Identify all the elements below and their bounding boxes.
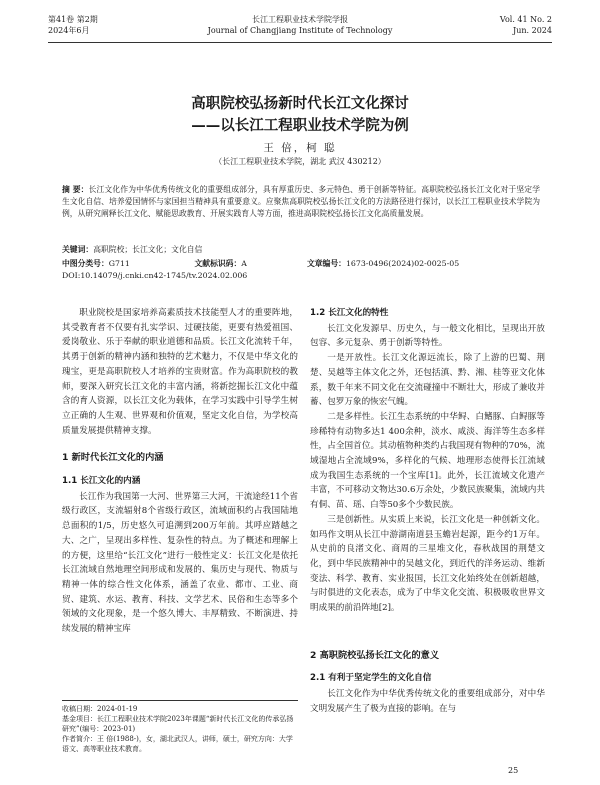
article-subtitle: ——以长江工程职业技术学院为例: [191, 118, 409, 134]
doi: DOI:10.14079/j.cnki.cn42-1745/tv.2024.02.006: [62, 271, 248, 280]
keywords: [62, 244, 540, 255]
keywords-text: 高职院校；长江文化；文化自信: [93, 245, 203, 254]
article-no-label: 文章编号：: [306, 259, 346, 268]
section-1-heading: 1 新时代长江文化的内涵: [62, 452, 164, 464]
article-authors: 王 倍，柯 聪: [263, 142, 337, 154]
left-column: [62, 306, 298, 637]
subsection-1-1-heading: 1.1 长江文化的内涵: [62, 476, 141, 487]
received-date: 收稿日期：2024-01-19: [62, 705, 138, 713]
section-2-heading: 2 高职院校弘扬长江文化的意义: [310, 649, 440, 661]
diversity-paragraph: 二是多样性。长江生态系统的中华鲟、白鳍豚、白鲟豚等珍稀特有动物多达1 400余种，淡水、咸淡、海洋等生态多样性，占全国首位。其动植物种类约占我国现有物种的70%，流域湿地占全流域9%，多样化的气候、地理形态使得长江流域成为我国生态系统的一个宝库[1]。此外，长江流域文化遗产丰富，不可移动文物达30.6万余处，少数民族聚集，流域内共有侗、苗、瑶、白等50多个少数民族。: [310, 411, 545, 511]
author-affiliation: （长江工程职业技术学院，湖北 武汉 430212）: [214, 157, 386, 166]
fund-info: 基金项目：长江工程职业技术学院2023年课题“新时代长江文化的传承弘扬研究”(编号：2023-01): [62, 715, 294, 733]
abstract-label: 摘 要：: [62, 185, 89, 194]
subsection-1-2-intro: 长江文化发源早、历史久，与一般文化相比，呈现出开放包容、多元复杂、勇于创新等特性。: [310, 323, 545, 349]
article-title: 高职院校弘扬新时代长江文化探讨: [191, 96, 409, 112]
innovation-paragraph: 三是创新性。从实质上来说，长江文化是一种创新文化。如玛作文明从长江中游湖南道县玉蟾岩起源，距今约1万年。从史前的良渚文化、商周的三星堆文化，春秋战国的荆楚文化，到中华民族精神中的吴越文化，到近代的洋务运动、维新变法、科学、教育、实业报国，长江文化始终处在创新超越，与时俱进的文化表态，成为了中华文化交流、积极吸收世界文明成果的前沿阵地[2]。: [310, 514, 545, 614]
subsection-2-1-heading: 2.1 有利于坚定学生的文化自信: [310, 673, 432, 684]
abstract-text: 长江文化作为中华优秀传统文化的重要组成部分，具有厚重历史、多元特色、勇于创新等特征。高职院校弘扬长江文化对于坚定学生文化自信、培养爱国情怀与家国担当精神具有重要意义。应聚焦高职院校弘扬长江文化的方法路径进行探讨，以长江工程职业技术学院为例，从研究阐释长江文化、赋能思政教育、开展实践育人等方面，推进高职院校弘扬长江文化高质量发展。: [62, 185, 540, 218]
article-no-field: [307, 258, 459, 269]
clc-field: [62, 258, 192, 269]
keywords-label: 关键词：: [62, 245, 94, 254]
right-column: [310, 306, 545, 717]
running-header: [48, 12, 552, 43]
header-left-line2: 2024年6月: [48, 26, 90, 35]
clc-label: 中图分类号：: [62, 259, 109, 268]
clc-value: G711: [108, 259, 130, 268]
openness-paragraph: 一是开放性。长江文化源远流长，除了上游的巴蜀、荆楚、吴越等主体文化之外，还包括滇、黔、湘、桂等亚文化体系，数千年来不同文化在交流碰撞中不断壮大，形成了兼收并蓄、包罗万象的恢宏气魄。: [310, 353, 545, 408]
header-center-line1: 长江工程职业技术学院学报: [252, 15, 348, 24]
article-no-value: 1673-0496(2024)02-0025-05: [345, 259, 460, 268]
classification-meta: [62, 258, 540, 269]
subsection-1-2-heading: 1.2 长江文化的特性: [310, 308, 389, 318]
header-right-line1: Vol. 41 No. 2: [499, 15, 552, 24]
doc-code-label: 文献标识码：: [194, 259, 242, 268]
abstract: [62, 184, 540, 220]
header-vol-no: [500, 14, 552, 36]
header-journal-name: [48, 14, 552, 36]
subsection-1-1-text: 长江作为我国第一大河、世界第三大河，干流途经11个省级行政区，支流辐射8个省级行政区，流域面积约占我国陆地总面积的1/5，历史悠久可追溯到200万年前。其呼应踏越之大、之广，呈现出多样性、复杂性的特点。为了概述和理解上的方便，这里给“长江文化”进行一般性定义：长江文化是依托长江流域自然地理空间形成和发展的、集历史与现代、物质与精神一体的综合性文化体系，涵盖了农业、都市、工业、商贸、建筑、水运、教育、科技、文学艺术、民俗和生态等多个领域的文化现象，是一个悠久博大、丰厚精致、不断演进、持续发展的精神宝库: [62, 491, 298, 635]
doc-code-value: A: [241, 259, 247, 268]
footnote: [62, 700, 298, 754]
header-left-line1: 第41卷 第2期: [48, 15, 98, 24]
doc-code-field: [194, 258, 304, 269]
page-number: 25: [508, 766, 519, 775]
author-bio: 作者简介：王 倍(1988-)，女，湖北武汉人，讲师，硕士，研究方向：大学语文、高等职业技术教育。: [62, 735, 293, 753]
subsection-2-1-text: 长江文化作为中华优秀传统文化的重要组成部分，对中华文明发展产生了极为直接的影响。在与: [310, 689, 545, 714]
intro-paragraph: 职业院校是国家培养高素质技术技能型人才的重要阵地，其受教育者不仅要有扎实学识、过硬技能，更要有热爱祖国、爱岗敬业、乐于奉献的职业道德和品质。长江文化流转千年，其勇于创新的精神内涵和独特的艺术魅力，不仅是中华文化的瑰宝，更是高职院校人才培养的宝贵财富。作为高职院校的教师，要深入研究长江文化的丰富内涵，将新挖掘长江文化中蕴含的育人资源，以长江文化为载体，在学习实践中引导学生树立正确的人生观、世界观和价值观，坚定文化自信，为学校高质量发展提供精神支撑。: [62, 308, 298, 436]
header-center-line2: Journal of Changjiang Institute of Technology: [207, 26, 393, 35]
header-right-line2: Jun. 2024: [513, 26, 552, 35]
